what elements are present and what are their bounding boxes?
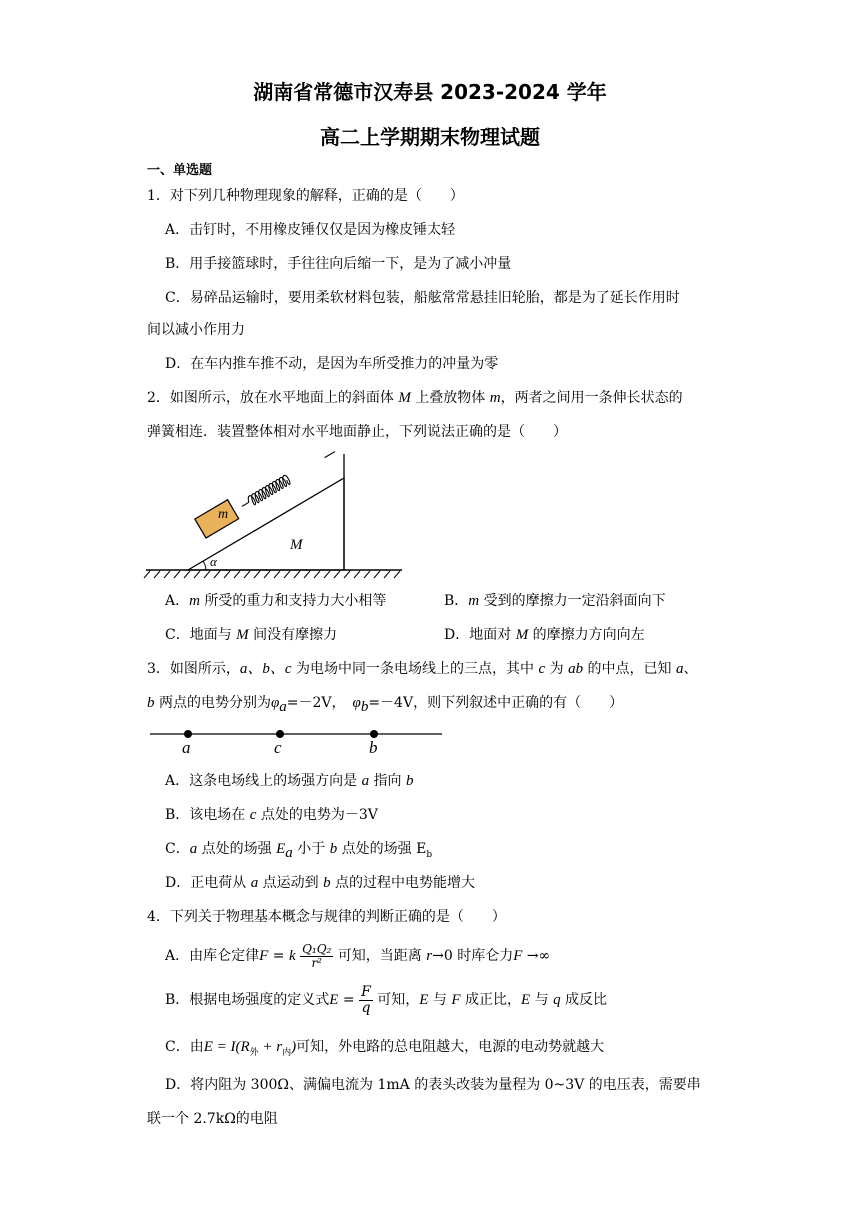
page-subtitle: 高二上学期期末物理试题 [320,125,540,149]
q2-option-b: B．m 受到的摩擦力一定沿斜面向下 [444,593,666,609]
point-c-label: c [274,738,282,756]
q1-option-c-line2: 间以减小作用力 [147,322,245,338]
field-fraction: $\frac{F}{q}$ [361,983,371,1016]
q2-option-c: C．地面与 M 间没有摩擦力 [165,627,338,643]
q3-option-a: A．这条电场线上的场强方向是 a 指向 b [165,773,414,789]
spring [239,450,337,511]
incline-figure [140,450,410,580]
q4-option-d-line2: 联一个 2.7kΩ的电阻 [147,1111,278,1127]
field-line-figure [148,724,446,756]
section-heading: 一、单选题 [147,163,213,178]
q4-option-d-line1: D．将内阻为 300Ω、满偏电流为 1mA 的表头改装为量程为 0~3V 的电压表，需要串 [165,1077,701,1093]
page-title: 湖南省常德市汉寿县 2023-2024 学年 [253,80,607,104]
q1-stem: 1．对下列几种物理现象的解释，正确的是（ ） [147,188,464,204]
q3-stem-line2: b 两点的电势分别为$\varphi_a=-2V$， $\varphi_b=-4V$，则下列叙述中正确的有（ ） [147,695,624,715]
q3-option-c: C．a 点处的场强 $E_a$ 小于 b 点处的场强 $E_b$ [165,841,433,861]
point-a-label: a [182,738,191,756]
point-a [184,730,192,738]
point-b [370,730,378,738]
angle-label: α [210,554,217,569]
label-m: m [218,507,229,522]
point-b-label: b [369,738,378,756]
q1-option-b: B．用手接篮球时，手往往向后缩一下，是为了减小冲量 [165,256,512,272]
q2-stem-line1: 2．如图所示，放在水平地面上的斜面体 M 上叠放物体 m，两者之间用一条伸长状态的 [147,390,683,406]
q3-stem-line1: 3．如图所示，a、b、c 为电场中同一条电场线上的三点，其中 c 为 ab 的中点，已知 a、 [147,661,698,677]
point-c [276,730,284,738]
q4-option-b: B．根据电场强度的定义式E = $\frac{F}{q}$ 可知，E 与 F 成正比，E 与 q 成反比 [165,983,608,1016]
q1-option-d: D．在车内推车推不动，是因为车所受推力的冲量为零 [165,356,499,372]
q4-stem: 4．下列关于物理基本概念与规律的判断正确的是（ ） [147,909,506,925]
q1-option-a: A．击钉时，不用橡皮锤仅仅是因为橡皮锤太轻 [165,222,456,238]
label-M: M [290,537,303,553]
q2-stem-line2: 弹簧相连．装置整体相对水平地面静止，下列说法正确的是（ ） [147,424,567,440]
q2-option-d: D．地面对 M 的摩擦力方向向左 [444,627,645,643]
q2-option-a: A．m 所受的重力和支持力大小相等 [165,593,387,609]
block-m [195,500,239,538]
q1-option-c-line1: C．易碎品运输时，要用柔软材料包装，船舷常常悬挂旧轮胎，都是为了延长作用时 [165,290,680,306]
q4-option-a: A．由库仑定律F = k $\frac{\text{Q₁Q₂}}{\text{r²}}$ 可知，当距离 r→0 时库仑力F →∞ [165,941,551,970]
q4-option-c: C．由$E = I(R_外 + r_内)$可知，外电路的总电阻越大，电源的电动势就越大 [165,1039,605,1058]
coulomb-fraction: $\frac{\text{Q₁Q₂}}{\text{r²}}$ [302,941,332,970]
q3-option-d: D．正电荷从 a 点运动到 b 点的过程中电势能增大 [165,875,476,891]
q3-option-b: B．该电场在 c 点处的电势为－3V [165,807,378,823]
